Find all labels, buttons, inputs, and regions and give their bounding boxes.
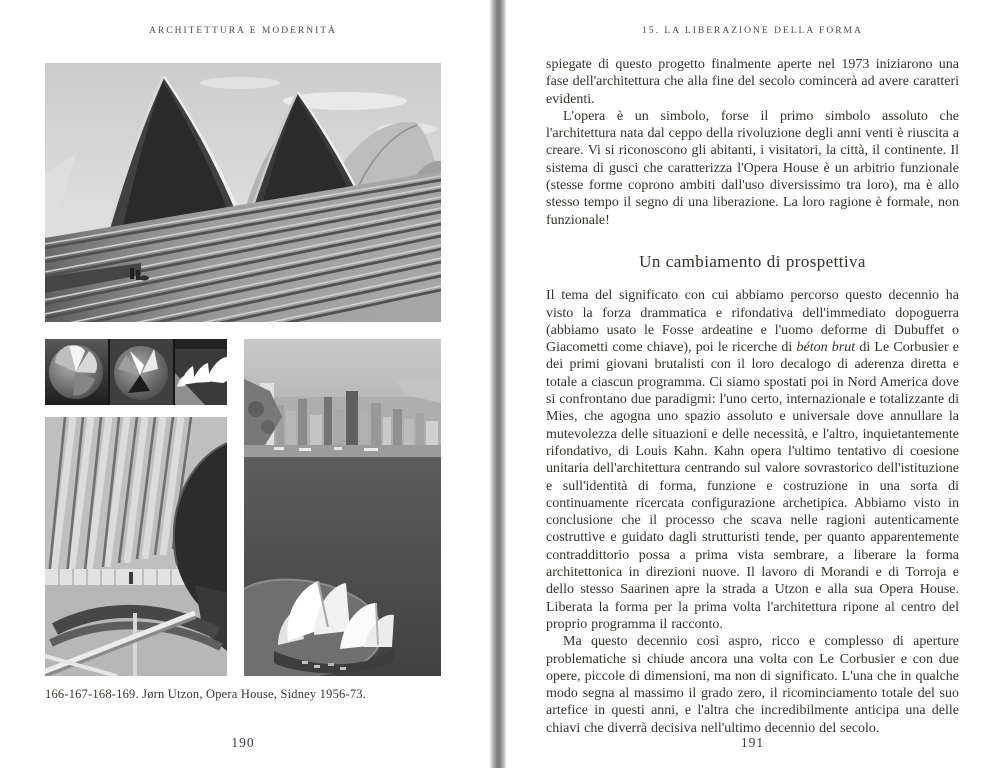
photo-interior-shell-ribs bbox=[45, 417, 227, 676]
right-page bbox=[507, 0, 991, 768]
left-running-header: ARCHITETTURA E MODERNITÀ bbox=[149, 26, 337, 36]
left-page-number: 190 bbox=[231, 735, 255, 750]
left-page bbox=[0, 0, 490, 768]
right-running-header: 15. LA LIBERAZIONE DELLA FORMA bbox=[642, 26, 863, 36]
paragraph-4: Ma questo decennio così aspro, ricco e complesso di aperture problematiche si chiude ancora una volta con Le Corbusier e con due opere, piccole di dimensioni, ma non di significato. L'una che in qualche modo segna al massimo il grado zero, il ricominciamento totale del suo artefice in questi anni, e l'altra che incredibilmente anticipa una delle chiavi che diverrà decisiva nell'ultimo decennio del secolo. bbox=[546, 634, 959, 736]
paragraph-1: spiegate di questo progetto finalmente aperte nel 1973 iniziarono una fase dell'architettura che alla fine del secolo comincerà ad avere caratteri evidenti. bbox=[546, 57, 959, 107]
photo-shell-silhouettes-model bbox=[175, 339, 227, 405]
body-text-column bbox=[546, 56, 959, 737]
photo-opera-house-shells-and-steps bbox=[45, 63, 441, 322]
paragraph-3 bbox=[546, 287, 959, 633]
right-page-number: 191 bbox=[740, 735, 765, 750]
paragraph-3-after-italic: di Le Corbusier e dei primi giovani brutalisti con il loro decalogo di aderenza diretta e totale a ciascun programma. Ci siamo spostati poi in Nord America dove si confrontano due paradigmi: l'uno certo, internazionale e totalizzante di Mies, che agogna uno spazio assoluto e universale dove annullare la mutevolezza delle situazioni e delle necessità, e l'altro, inquietantemente rifondativo, di Louis Kahn. Kahn opera l'ultimo tentativo di coesione unitaria dell'architettura centrando sul valore sovrastorico dell'istituzione e sull'identità di forma, funzione e costruzione in una sorta di continuamente ricercata configurazione archetipica. Abbiamo visto in conclusione che il processo che scava nelle ragioni autenticamente costruttive e guidato dagli strutturisti tende, per quanto apparentemente contraddittorio possa a prima vista sembrare, a liberare la forma architettonica in direzioni nuove. Il lavoro di Morandi e di Torroja e dello stesso Saarinen apre la strada a Utzon e alla sua Opera House. Liberata la forma per la prima volta l'architettura ripone al centro del proprio programma il racconto. bbox=[546, 340, 960, 632]
paragraph-2: L'opera è un simbolo, forse il primo simbolo assoluto che l'architettura nata dal ceppo della rivoluzione degli anni venti è riuscita a creare. Vi si riconoscono gli abitanti, i visitatori, la città, il continente. Il sistema di gusci che caratterizza l'Opera House è un arbitrio funzionale (stesse forme coprono ambiti dall'uso diversissimo tra loro), ma è allo stesso tempo il segno di una liberazione. La loro ragione è formale, non funzionale! bbox=[546, 108, 959, 228]
photo-sphere-model-2 bbox=[110, 339, 173, 405]
photo-sphere-model-1 bbox=[45, 339, 108, 405]
book-gutter bbox=[489, 0, 507, 768]
paragraph-3-before-italic: Il tema del significato con cui abbiamo percorso questo decennio ha visto la forza drammatica e rifondativa dell'immediato dopoguerra (abbiamo usato le Fosse ardeatine e l'uomo deforme di Dubuffet o Giacometti come chiave), poi le ricerche di bbox=[546, 288, 959, 356]
paragraph-3-italic-term: béton brut bbox=[796, 340, 856, 356]
thumbnail-row bbox=[45, 339, 227, 405]
section-heading: Un cambiamento di prospettiva bbox=[639, 251, 866, 271]
photo-aerial-harbour-opera-house bbox=[244, 339, 441, 676]
figure-caption: 166-167-168-169. Jørn Utzon, Opera House, Sidney 1956-73. bbox=[45, 687, 367, 701]
